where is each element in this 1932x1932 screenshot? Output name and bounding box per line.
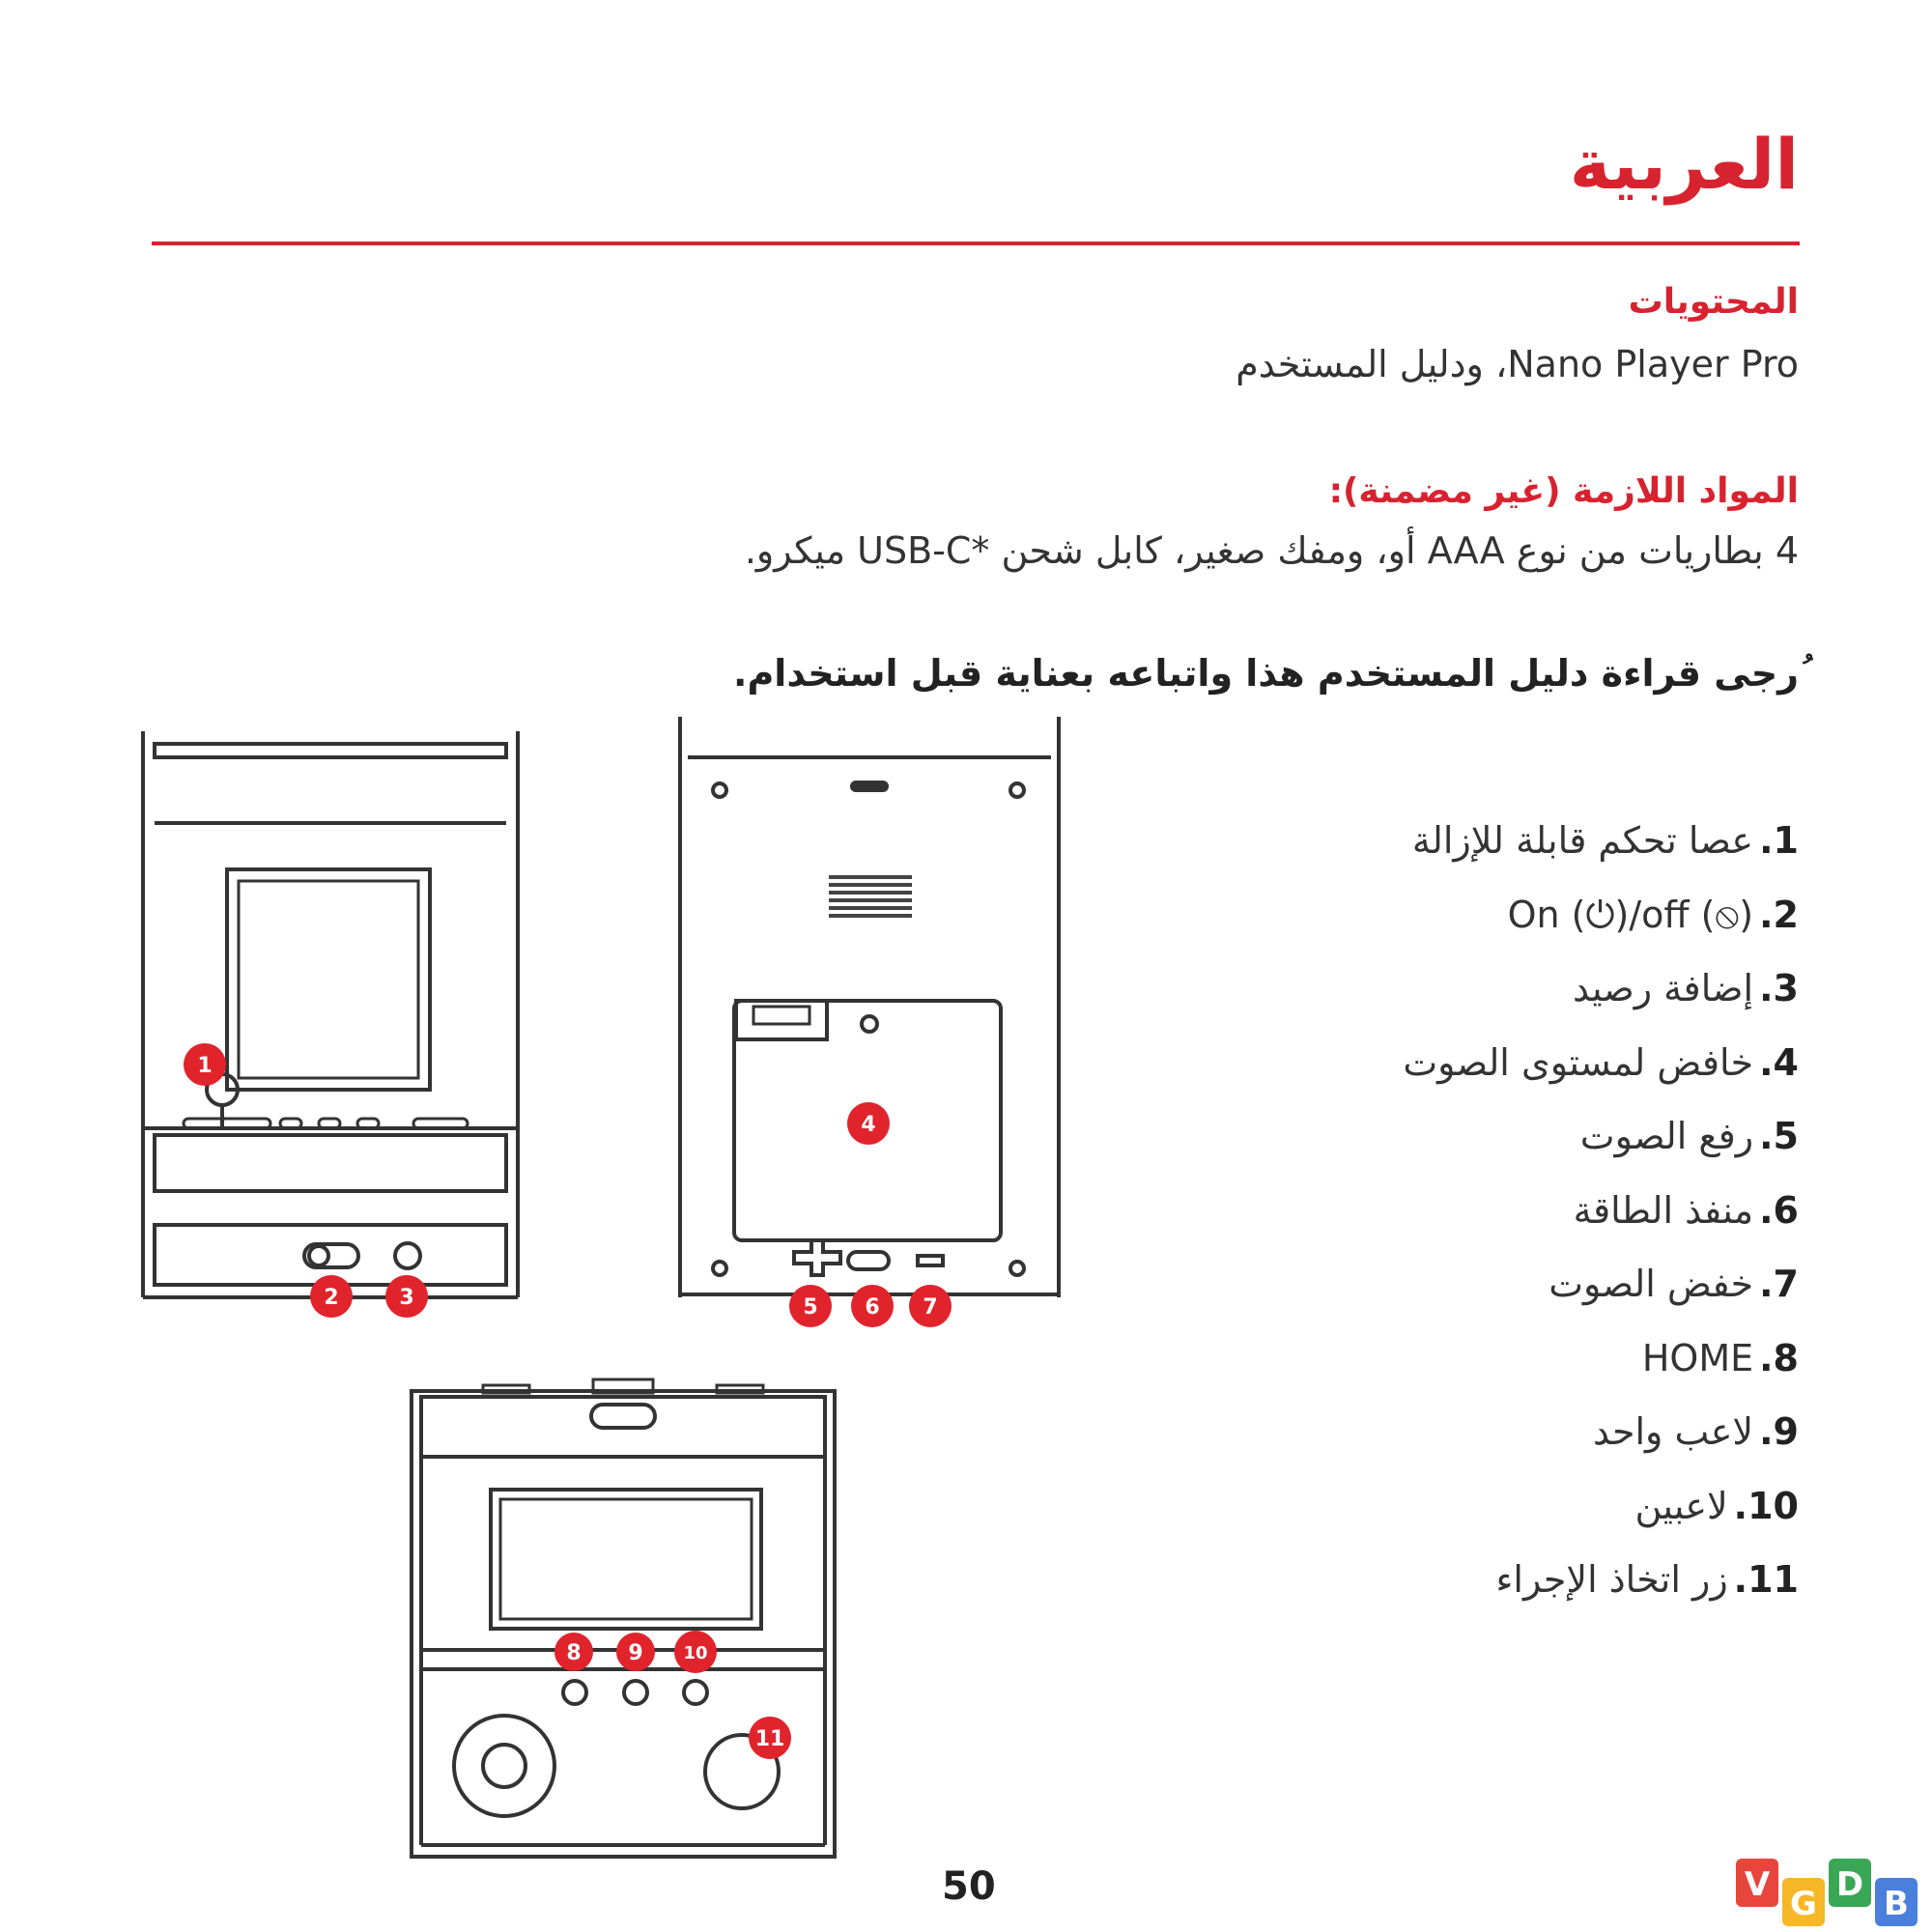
- svg-text:5: 5: [803, 1295, 818, 1320]
- usage-notice: ُرجى قراءة دليل المستخدم هذا واتباعه بعناية قبل استخدام.: [733, 652, 1799, 695]
- svg-text:11: 11: [754, 1727, 785, 1751]
- callout-11: [749, 1717, 791, 1759]
- contents-heading: المحتويات: [1628, 282, 1799, 322]
- top-view-diagram: [412, 1379, 835, 1857]
- page-number: 50: [942, 1864, 996, 1909]
- vgdb-logo: [1734, 1857, 1927, 1930]
- svg-text:6: 6: [865, 1295, 880, 1320]
- list-item: 8.HOME: [1641, 1336, 1799, 1379]
- callout-10: [674, 1631, 717, 1673]
- list-item: 11.زر اتخاذ الإجراء: [1495, 1558, 1799, 1601]
- callout-4: [847, 1102, 890, 1145]
- back-view-diagram: [680, 717, 1059, 1327]
- svg-text:2: 2: [324, 1286, 339, 1310]
- list-item: 1.عصا تحكم قابلة للإزالة: [1411, 819, 1799, 862]
- list-item: 7.خفض الصوت: [1548, 1263, 1799, 1305]
- callout-5: [789, 1285, 832, 1327]
- materials-text: 4 بطاريات من نوع AAA أو، ومفك صغير، كابل شحن *USB-C ميكرو.: [744, 529, 1799, 572]
- callout-2: [310, 1275, 353, 1318]
- callout-8: [554, 1633, 593, 1671]
- speaker-grille: [829, 875, 912, 918]
- svg-text:7: 7: [923, 1295, 938, 1320]
- list-item: 2.On (⏻)/off (⦸): [1507, 893, 1799, 936]
- materials-heading: المواد اللازمة (غير مضمنة):: [1328, 471, 1799, 511]
- front-view-diagram: [143, 731, 518, 1318]
- callout-3: [385, 1275, 428, 1318]
- svg-text:8: 8: [566, 1641, 582, 1665]
- list-item: 4.خافض لمستوى الصوت: [1403, 1040, 1799, 1084]
- list-item: 5.رفع الصوت: [1579, 1115, 1799, 1157]
- svg-text:G: G: [1790, 1885, 1817, 1923]
- callout-9: [616, 1633, 655, 1671]
- plus-icon: [794, 1240, 840, 1275]
- svg-text:9: 9: [628, 1641, 643, 1665]
- svg-text:B: B: [1884, 1885, 1909, 1923]
- list-item: 6.منفذ الطاقة: [1573, 1188, 1799, 1232]
- svg-text:10: 10: [683, 1643, 708, 1663]
- svg-text:D: D: [1835, 1865, 1864, 1904]
- minus-icon: [918, 1256, 943, 1265]
- power-port-icon: [848, 1252, 889, 1269]
- page-title: العربية: [1569, 124, 1799, 205]
- callout-6: [851, 1285, 894, 1327]
- callout-7: [909, 1285, 952, 1327]
- svg-text:3: 3: [399, 1286, 414, 1310]
- contents-text: Nano Player Pro، ودليل المستخدم: [1236, 343, 1799, 385]
- svg-text:4: 4: [861, 1113, 876, 1137]
- list-item: 3.إضافة رصيد: [1573, 967, 1799, 1009]
- list-item: 10.لاعبين: [1634, 1484, 1799, 1527]
- callout-1: [184, 1043, 226, 1086]
- svg-text:1: 1: [197, 1054, 213, 1078]
- svg-text:V: V: [1744, 1865, 1771, 1904]
- list-item: 9.لاعب واحد: [1593, 1410, 1799, 1453]
